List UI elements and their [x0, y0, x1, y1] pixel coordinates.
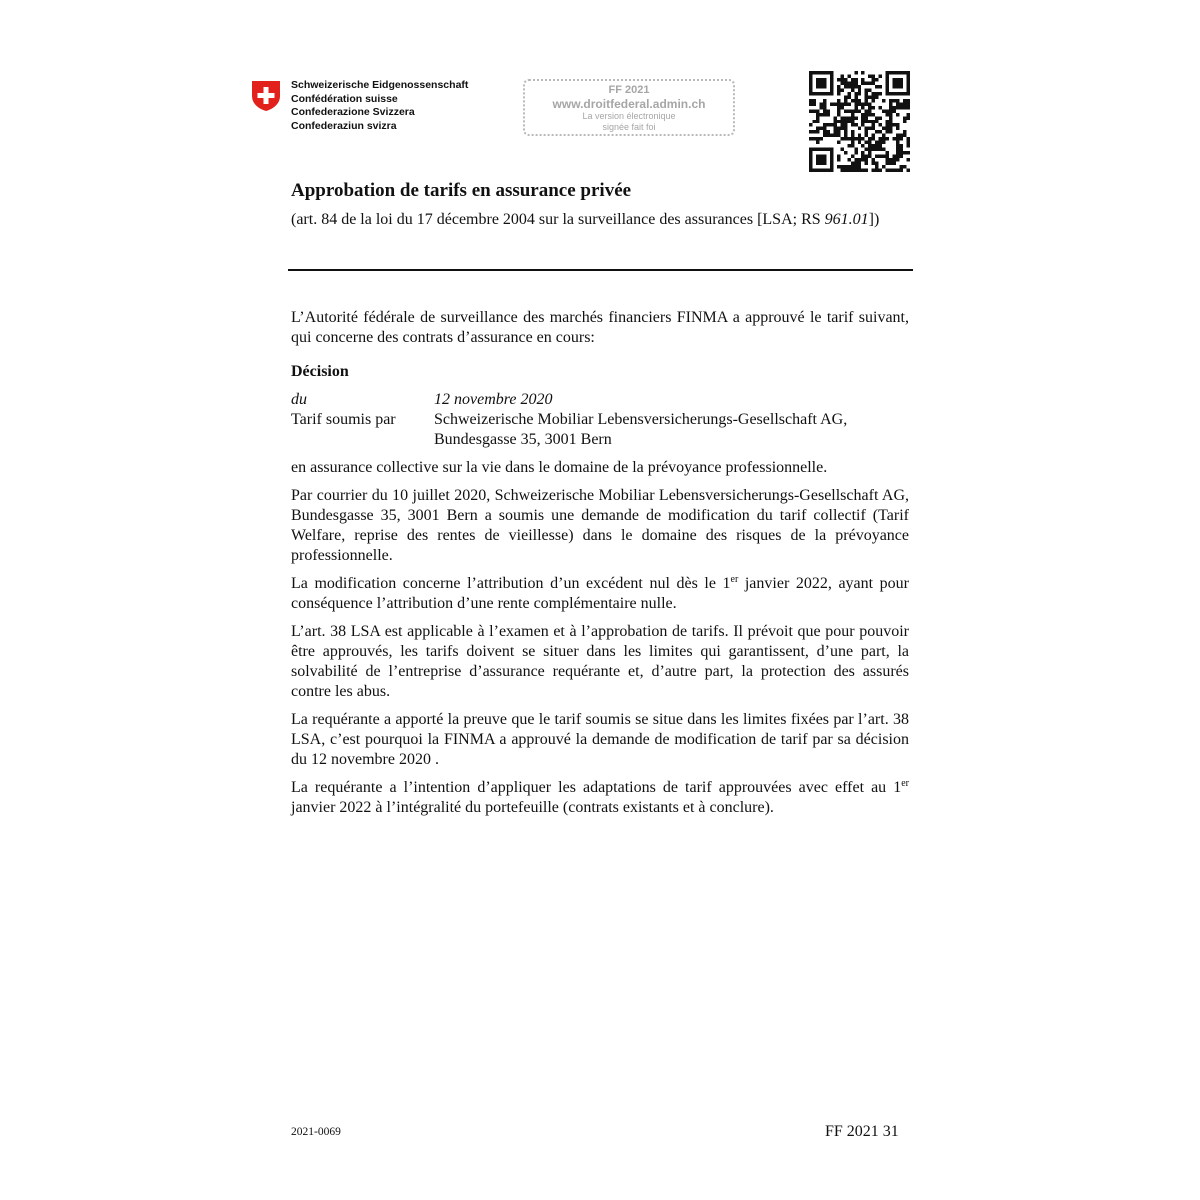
paragraph-request: Par courrier du 10 juillet 2020, Schweizerische Mobiliar Lebensversicherungs-Gesellschaft AG, Bundesgasse 35, 3001 Bern a soumis une demande de modification du tarif collectif (Tarif Welfare, reprise des rentes de vieillesse) dans le domaine des risques de la prévoyance professionnelle. [291, 487, 909, 564]
document-number: 2021-0069 [291, 1126, 341, 1138]
stamp-note-1: La version électronique [582, 111, 676, 121]
intro-paragraph: L’Autorité fédérale de surveillance des marchés financiers FINMA a approuvé le tarif suivant, qui concerne des contrats d’assurance en cours: [291, 309, 909, 346]
title-divider [288, 269, 913, 271]
document-body [291, 308, 909, 826]
stamp-website[interactable]: www.droitfederal.admin.ch [552, 97, 706, 111]
confederation-name-rm: Confederaziun svizra [291, 119, 397, 132]
paragraph-legal-basis: L’art. 38 LSA est applicable à l’examen et à l’approbation de tarifs. Il prévoit que pour pouvoir être approuvés, les tarifs doivent se situer dans les limites qui garantissent, d’une part, la solvabilité de l’entreprise d’assurance requérante et, d’autre part, la protection des assurés contre les abus. [291, 623, 909, 700]
confederation-name-fr: Confédération suisse [291, 92, 398, 105]
gazette-page-reference: FF 2021 31 [825, 1123, 899, 1140]
para5-text-end: janvier 2022 à l’intégralité du portefeuille (contrats existants et à conclure). [291, 799, 774, 816]
stamp-gazette-ref: FF 2021 [608, 84, 650, 96]
para5-text: La requérante a l’intention d’appliquer les adaptations de tarif approuvées avec effet au 1 [291, 779, 902, 796]
ordinal-suffix: er [901, 778, 909, 789]
confederation-names [291, 79, 468, 133]
decision-date-value: 12 novembre 2020 [434, 391, 553, 408]
document-title: Approbation de tarifs en assurance privée [291, 180, 632, 201]
confederation-name-de: Schweizerische Eidgenossenschaft [291, 79, 469, 91]
para2-text: La modification concerne l’attribution d’un excédent nul dès le 1 [291, 575, 731, 592]
confederation-name-it: Confederazione Svizzera [291, 106, 415, 119]
decision-submitter-value: Schweizerische Mobiliar Lebensversicherungs-Gesellschaft AG, Bundesgasse 35, 3001 Bern [434, 411, 848, 448]
electronic-version-stamp [523, 79, 735, 136]
decision-heading: Décision [291, 363, 349, 380]
paragraph-modification [291, 574, 909, 614]
subtitle-end: ]) [868, 211, 880, 228]
paragraph-approval: La requérante a apporté la preuve que le tarif soumis se situe dans les limites fixées par l’art. 38 LSA, c’est pourquoi la FINMA a approuvé la demande de modification de tarif par sa décision du 12 novembre 2020 . [291, 711, 909, 768]
subtitle-sr-reference: 961.01 [824, 211, 869, 228]
swiss-coat-of-arms-icon [251, 80, 281, 112]
ordinal-suffix: er [730, 574, 739, 585]
domain-paragraph: en assurance collective sur la vie dans le domaine de la prévoyance professionnelle. [291, 459, 828, 476]
decision-submitter-label: Tarif soumis par [291, 411, 396, 428]
qr-code-icon [809, 71, 910, 172]
decision-details [291, 390, 909, 450]
para2-text-end: janvier 2022, ayant pour conséquence l’attribution d’une rente complémentaire nulle. [291, 575, 909, 612]
stamp-note-2: signée fait foi [602, 122, 656, 132]
subtitle-text: (art. 84 de la loi du 17 décembre 2004 sur la surveillance des assurances [LSA; RS [291, 211, 825, 228]
document-subtitle [291, 210, 912, 230]
decision-date-label: du [291, 391, 307, 408]
paragraph-application [291, 778, 909, 818]
